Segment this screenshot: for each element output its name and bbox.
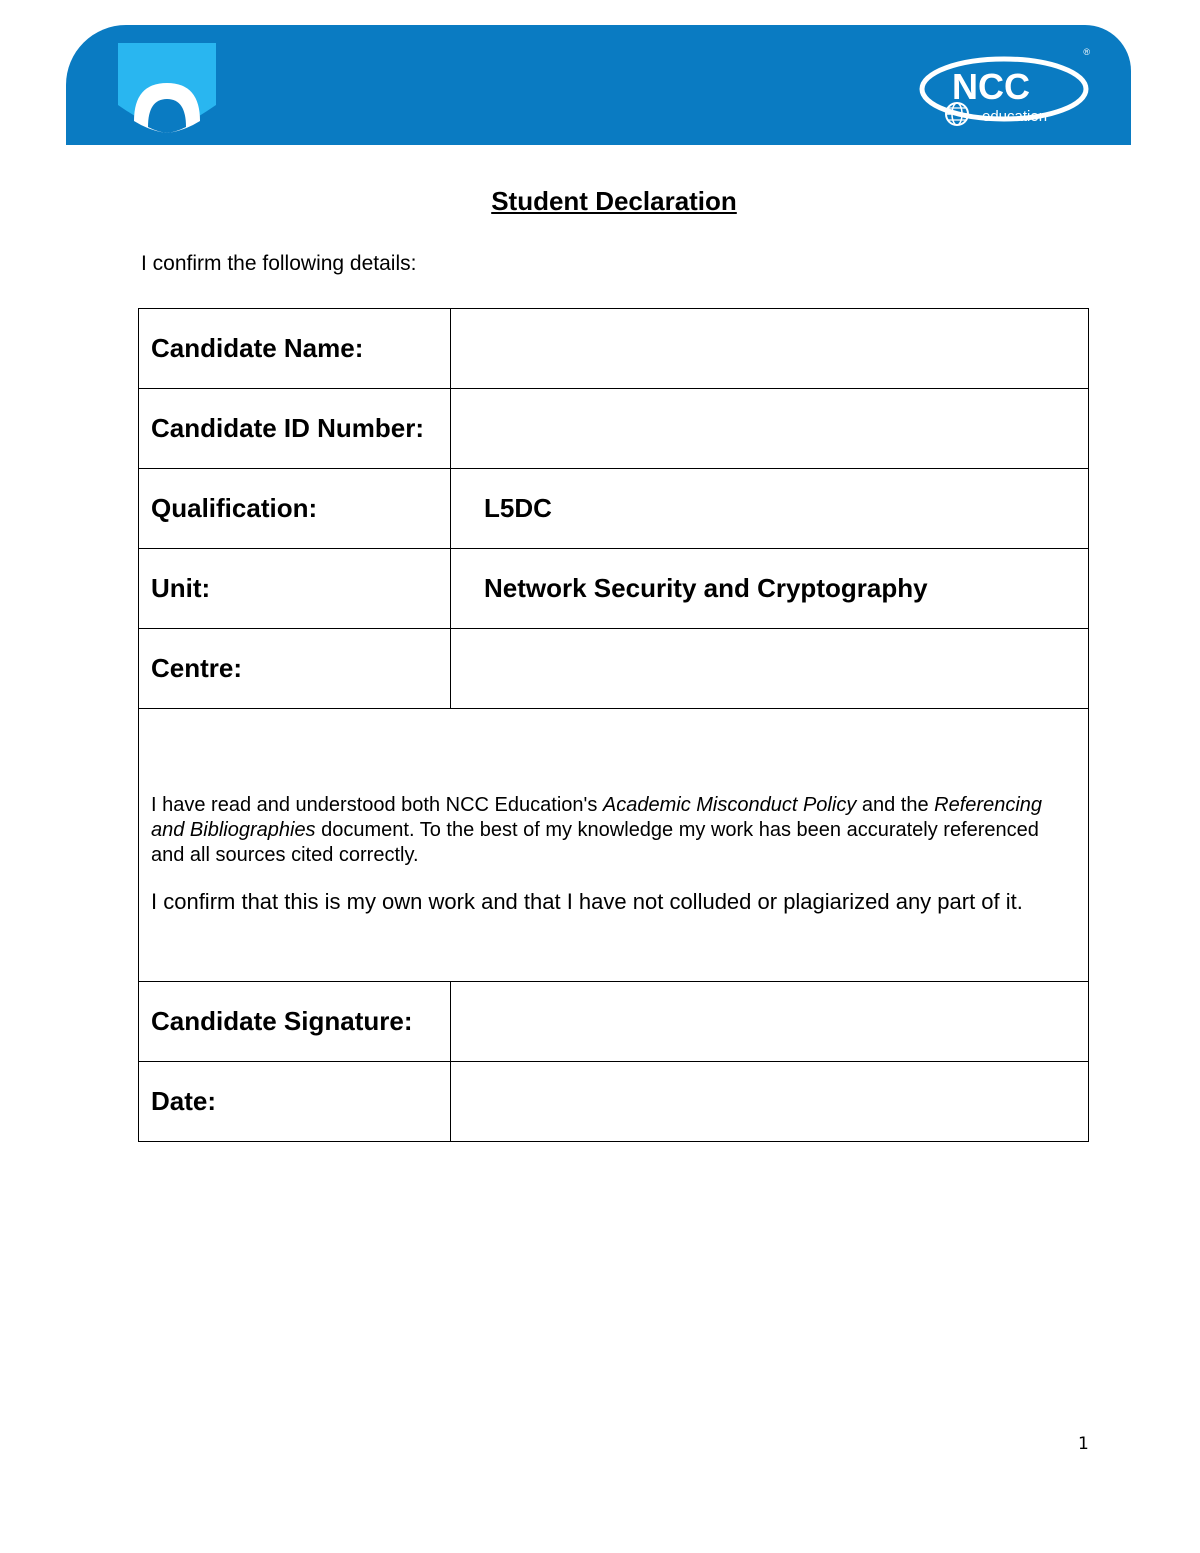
unit-label: Unit: <box>139 549 451 629</box>
header-banner <box>66 25 1131 145</box>
table-row <box>139 309 1089 389</box>
table-row <box>139 629 1089 709</box>
page-number: 1 <box>1078 1434 1089 1454</box>
table-row <box>139 389 1089 469</box>
statement-text: document. To the best of my knowledge my work has been accurately referenced and all sources cited correctly. <box>151 818 1039 866</box>
document-title: Student Declaration <box>491 186 737 216</box>
unit-value: Network Security and Cryptography <box>451 549 1089 629</box>
policy-title: Academic Misconduct Policy <box>602 793 857 816</box>
statement-paragraph-2: I confirm that this is my own work and that I have not colluded or plagiarized any part of it. <box>151 888 1023 914</box>
signature-label: Candidate Signature: <box>139 982 451 1062</box>
candidate-id-field[interactable] <box>451 389 1089 469</box>
qualification-value: L5DC <box>451 469 1089 549</box>
date-label: Date: <box>139 1062 451 1142</box>
declaration-statement <box>139 709 1089 982</box>
table-row <box>139 1062 1089 1142</box>
candidate-id-label: Candidate ID Number: <box>139 389 451 469</box>
centre-label: Centre: <box>139 629 451 709</box>
registered-mark: ® <box>1083 47 1090 57</box>
ncc-education-logo <box>918 47 1096 127</box>
candidate-name-label: Candidate Name: <box>139 309 451 389</box>
signature-field[interactable] <box>451 982 1089 1062</box>
table-row <box>139 469 1089 549</box>
table-row <box>139 549 1089 629</box>
qualification-label: Qualification: <box>139 469 451 549</box>
statement-text: I have read and understood both NCC Education's <box>151 793 603 816</box>
document-title-ref: Referencing and Bibliographies <box>151 793 1043 841</box>
intro-text: I confirm the following details: <box>141 252 417 275</box>
date-field[interactable] <box>451 1062 1089 1142</box>
statement-text: and the <box>856 793 935 816</box>
brand-name: NCC <box>952 66 1030 107</box>
brand-sub: education <box>982 108 1048 125</box>
table-row <box>139 982 1089 1062</box>
candidate-name-field[interactable] <box>451 309 1089 389</box>
shield-logo <box>118 43 216 133</box>
statement-paragraph-1 <box>151 793 1076 868</box>
globe-icon <box>942 99 972 129</box>
table-row <box>139 709 1089 982</box>
declaration-table <box>138 308 1089 1142</box>
centre-field[interactable] <box>451 629 1089 709</box>
